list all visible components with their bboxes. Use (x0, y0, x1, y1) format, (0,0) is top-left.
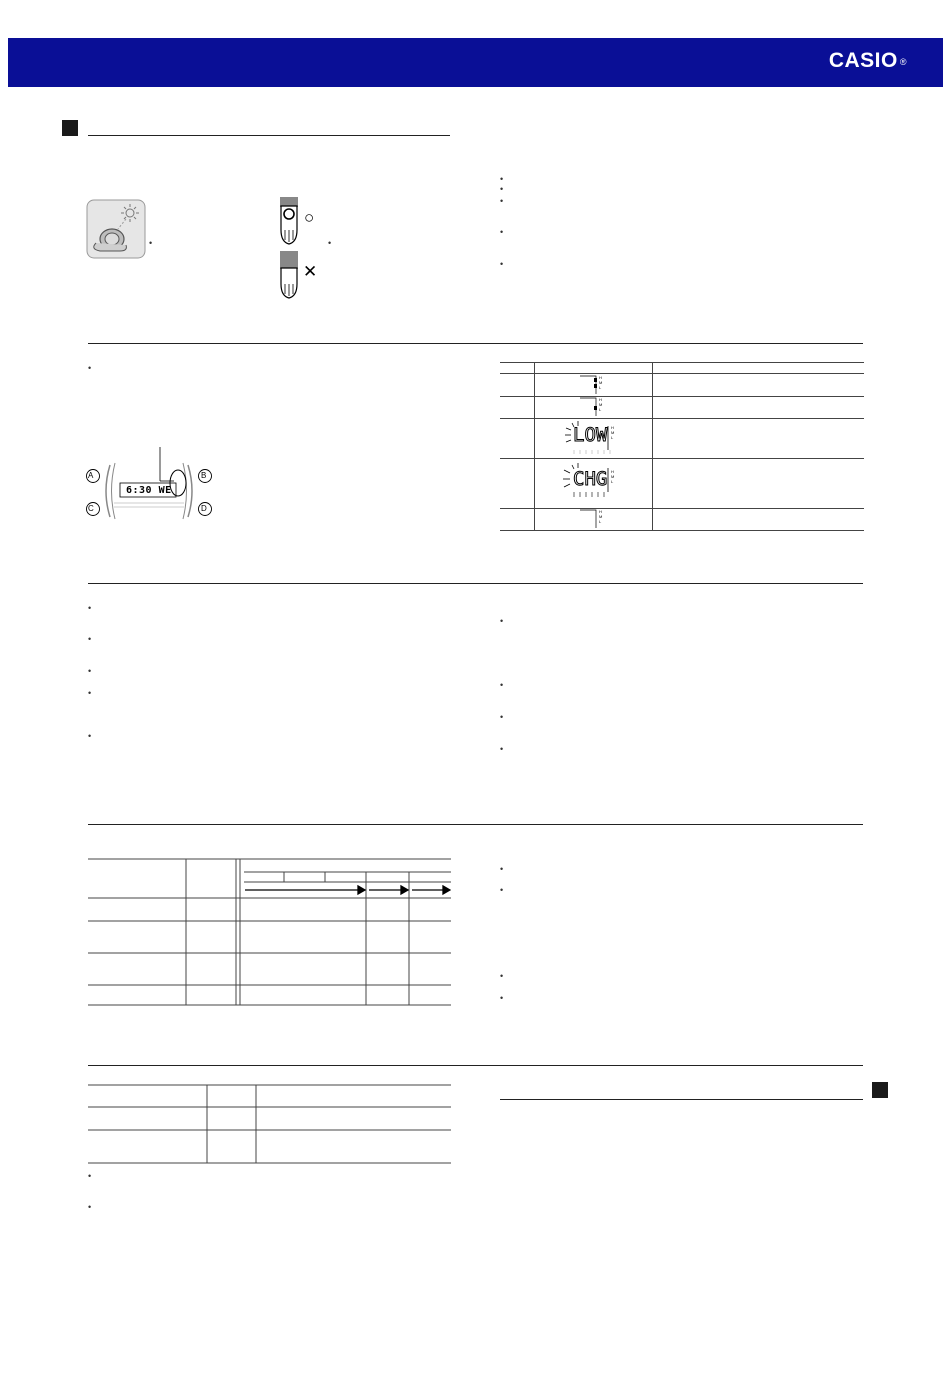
bullet (500, 230, 505, 235)
bullet (500, 888, 505, 893)
bullet (88, 366, 93, 371)
bullet (500, 187, 505, 192)
bullet (88, 606, 93, 611)
bullet (500, 974, 505, 979)
bullet (500, 715, 505, 720)
ok-icon: ○ (304, 208, 315, 227)
charge-display: CHG H M L (562, 462, 628, 504)
header-banner (8, 38, 943, 87)
bullet (88, 691, 93, 696)
table-rule (500, 362, 864, 363)
bullet (88, 1174, 93, 1179)
bullet (500, 199, 505, 204)
bullet (500, 177, 505, 182)
bullet (500, 747, 505, 752)
section-rule (88, 1065, 863, 1066)
bullet (328, 241, 333, 246)
level-indicator: H M L (580, 397, 610, 417)
bullet (500, 996, 505, 1001)
bullet (500, 262, 505, 267)
table-rule (500, 418, 864, 419)
table-col-rule (652, 362, 653, 530)
level-indicator: H M L (580, 375, 610, 395)
casio-logo: CASIO ® (828, 49, 907, 72)
charging-time-table (88, 858, 451, 1008)
button-a-label: A (88, 471, 94, 480)
bullet (500, 867, 505, 872)
bullet (500, 683, 505, 688)
hand-incorrect-icon (277, 250, 301, 302)
ng-icon: ✕ (303, 262, 318, 281)
section-rule (500, 1099, 863, 1100)
table-rule (500, 508, 864, 509)
bullet (88, 637, 93, 642)
section-rule (88, 824, 863, 825)
bullet (149, 241, 154, 246)
bullet (500, 619, 505, 624)
low-battery-display: LOW H M L (564, 420, 628, 458)
time-display: 6:30 WE (126, 485, 172, 496)
bullet (88, 734, 93, 739)
bullet (88, 1205, 93, 1210)
button-d-label: D (201, 504, 207, 513)
bullet (88, 669, 93, 674)
solar-charging-icon (86, 199, 146, 259)
section-rule (88, 135, 450, 136)
section-marker-left (62, 120, 78, 136)
button-c-label: C (88, 504, 94, 513)
button-b-label: B (201, 471, 207, 480)
level-indicator: H M L (580, 509, 610, 529)
section-marker-right (872, 1082, 888, 1098)
section-rule (88, 343, 863, 344)
table-rule (500, 530, 864, 531)
table-rule (500, 373, 864, 374)
watch-face-diagram (84, 445, 216, 521)
table-rule (500, 396, 864, 397)
recovery-time-table (88, 1084, 451, 1166)
table-rule (500, 458, 864, 459)
table-col-rule (534, 362, 535, 530)
hand-correct-icon (277, 196, 301, 248)
section-rule (88, 583, 863, 584)
